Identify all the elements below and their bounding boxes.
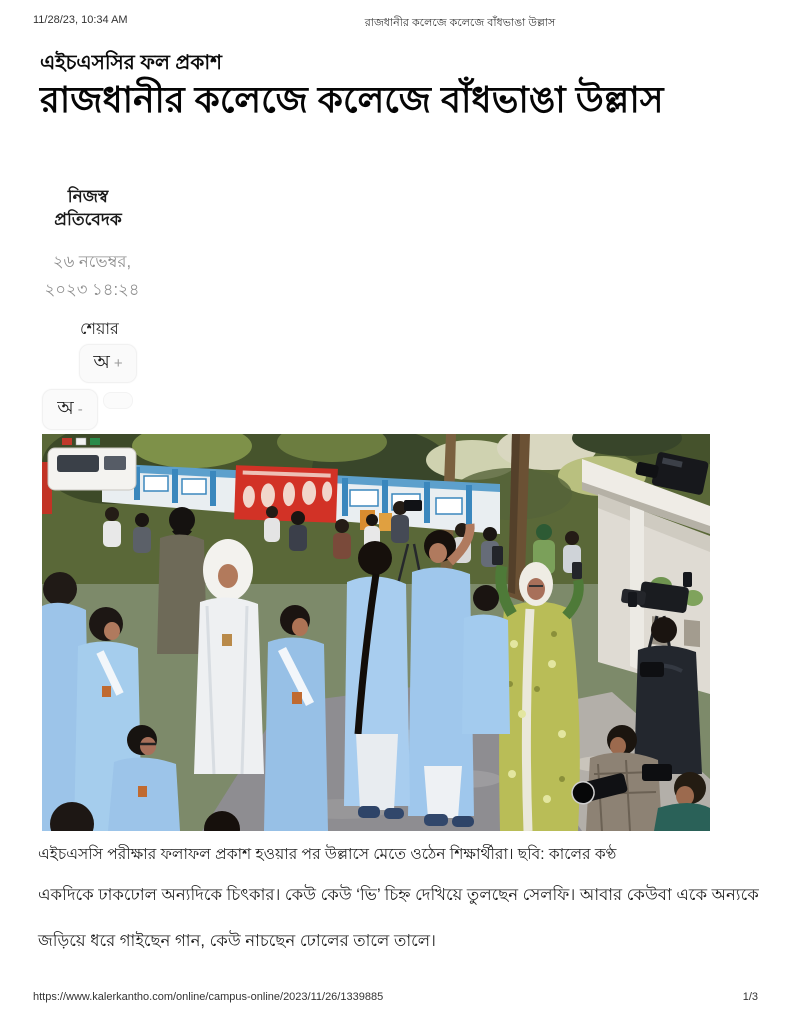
author-line-2: প্রতিবেদক — [54, 209, 122, 229]
author-line-1: নিজস্ব — [67, 187, 109, 206]
print-header-doc-title: রাজধানীর কলেজে কলেজে বাঁধভাঙা উল্লাস — [364, 17, 556, 29]
publish-date — [38, 248, 146, 304]
article-body-paragraph: একদিকে ঢাকঢোল অন্যদিকে চিৎকার। কেউ কেউ ‘ভি’ চিহ্ন দেখিয়ে তুলছেন সেলফি। আবার কেউবা একে অন্যকে জড়িয়ে ধরে গাইছেন গান, কেউ নাচছেন ঢোলের তালে তালে। — [38, 886, 759, 950]
print-header-datetime: 11/28/23, 10:34 AM — [33, 14, 128, 26]
article-kicker: এইচএসসির ফল প্রকাশ — [40, 52, 222, 74]
font-size-increase-button[interactable] — [79, 344, 137, 383]
font-size-decrease-button[interactable] — [42, 389, 98, 430]
photo-caption: এইচএসসি পরীক্ষার ফলাফল প্রকাশ হওয়ার পর উল্লাসে মেতে ওঠেন শিক্ষার্থীরা। ছবি: কালের কণ্ঠ — [38, 846, 617, 863]
minus-icon: - — [77, 401, 83, 418]
bengali-letter-icon: অ — [93, 351, 110, 373]
share-label: শেয়ার — [80, 321, 119, 338]
print-footer-url: https://www.kalerkantho.com/online/campus-online/2023/11/26/1339885 — [33, 991, 384, 1003]
author-byline — [38, 186, 138, 232]
plus-icon: + — [113, 355, 123, 372]
pill-button-placeholder[interactable] — [103, 392, 133, 409]
publish-date-line-1: ২৬ নভেম্বর, — [52, 253, 132, 271]
publish-date-line-2: ২০২৩ ১৪:২৪ — [44, 281, 140, 300]
article-photo — [42, 434, 710, 831]
article-headline: রাজধানীর কলেজে কলেজে বাঁধভাঙা উল্লাস — [40, 79, 664, 120]
bengali-letter-icon: অ — [57, 397, 74, 419]
print-footer-page-indicator: 1/3 — [742, 991, 758, 1003]
